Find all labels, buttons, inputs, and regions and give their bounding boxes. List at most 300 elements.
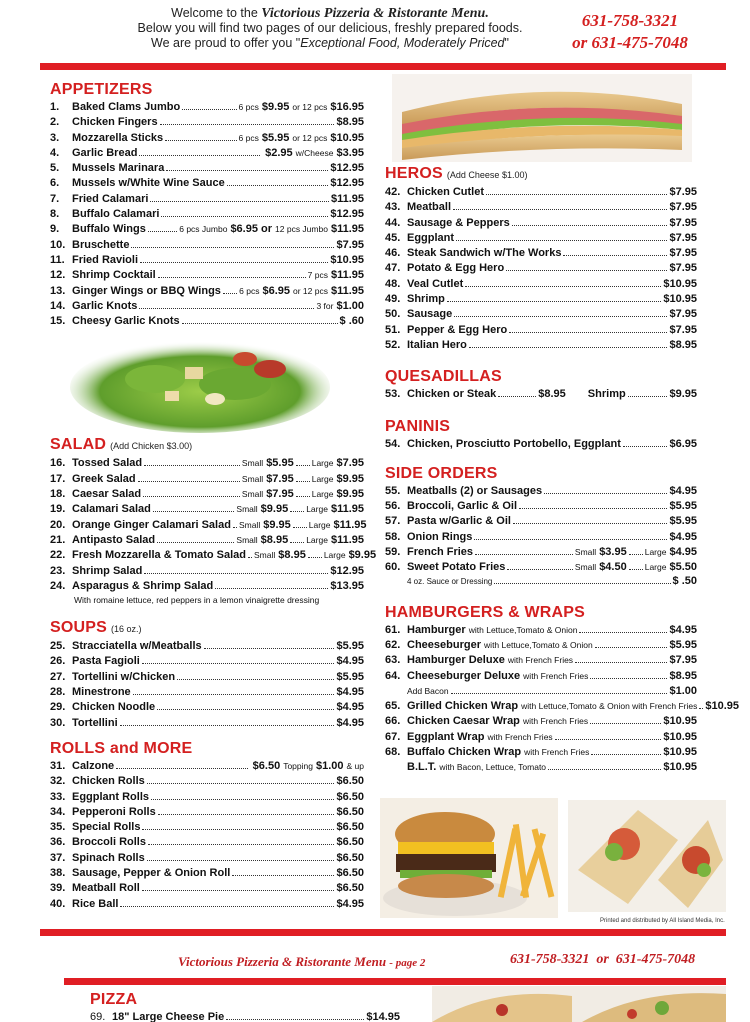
list-item <box>385 699 739 714</box>
burgers-list <box>385 623 739 776</box>
item-number: 51. <box>385 323 401 336</box>
large-label: Large <box>323 550 346 561</box>
phone-secondary: or 631-475-7048 <box>572 33 688 52</box>
list-item <box>385 277 697 292</box>
item-name: Greek Salad <box>72 472 136 485</box>
list-item <box>50 253 364 268</box>
list-item <box>385 185 697 200</box>
item-number: 40. <box>50 897 66 910</box>
small-label: Small <box>241 473 264 484</box>
welcome-line-2: Below you will find two pages of our delicious, freshly prepared foods. <box>137 21 523 35</box>
list-item <box>50 472 364 487</box>
small-label: Small <box>241 458 264 469</box>
bottom-divider <box>40 929 726 936</box>
small-price: $8.95 <box>278 549 306 562</box>
item-description: with Bacon, Lettuce, Tomato <box>439 762 547 773</box>
item-name: Tortellini <box>72 716 118 729</box>
portion-label: Topping <box>283 760 313 771</box>
item-number: 26. <box>50 655 66 668</box>
item-name <box>407 684 449 699</box>
list-item <box>50 654 364 669</box>
list-item <box>50 131 364 146</box>
item-name: Chicken Caesar Wrap with French Fries <box>407 715 589 728</box>
item-price: $11.95 <box>330 223 364 236</box>
item-number: 6. <box>50 177 60 190</box>
item-price: $5.95 <box>336 640 364 653</box>
item-name: Stracciatella w/Meatballs <box>72 640 202 653</box>
restaurant-name: Victorious Pizzeria & Ristorante Menu. <box>261 6 489 21</box>
small-price: $5.95 <box>266 457 294 470</box>
list-item <box>385 623 697 638</box>
list-item <box>50 161 364 176</box>
item-description: with Lettuce,Tomato & Onion with French Fries <box>521 701 698 712</box>
list-item <box>385 638 697 653</box>
large-price: $4.95 <box>669 546 697 559</box>
list-item <box>50 897 364 912</box>
item-number: 12. <box>50 269 66 282</box>
salad-list <box>50 456 377 594</box>
item-name: B.L.T. with Bacon, Lettuce, Tomato <box>407 761 547 774</box>
portion-label: or 12 pcs <box>292 102 328 112</box>
item-number: 62. <box>385 638 401 651</box>
salad-note: With romaine lettuce, red peppers in a lemon vinaigrette dressing <box>74 595 320 606</box>
list-item <box>50 299 364 314</box>
item-price: $10.95 <box>663 277 697 290</box>
item-name: Meatball Roll <box>72 882 140 895</box>
item-name: Tossed Salad <box>72 457 143 470</box>
list-item <box>385 745 697 760</box>
list-item <box>50 866 364 881</box>
item-name: Buffalo Chicken Wrap with French Fries <box>407 746 590 759</box>
item-price: $7.95 <box>669 654 697 667</box>
portion-label: 6 pcs Jumbo <box>179 224 228 235</box>
item-name: Pasta w/Garlic & Oil <box>407 515 511 528</box>
item-name: Chicken Noodle <box>72 701 156 714</box>
item-name: Shrimp Salad <box>72 564 143 577</box>
item-price: $12.95 <box>330 162 364 175</box>
item-price: $7.95 <box>669 231 697 244</box>
item-price: $5.95 <box>669 638 697 651</box>
small-label: Small <box>574 562 597 573</box>
item-number: 60. <box>385 561 401 574</box>
item-number: 45. <box>385 231 401 244</box>
item-price: $4.95 <box>669 623 697 636</box>
item-name: Bruschette <box>72 238 130 251</box>
item-number: 63. <box>385 654 401 667</box>
list-item <box>50 564 364 579</box>
price-option: $6.95 <box>262 284 290 297</box>
menu-header <box>0 0 750 62</box>
side-orders-heading: SIDE ORDERS <box>385 464 498 482</box>
item-price: $11.95 <box>330 284 364 297</box>
list-item <box>50 284 364 299</box>
item-name: Chicken Fingers <box>72 116 158 129</box>
small-price: $4.50 <box>599 561 627 574</box>
item-number: 18. <box>50 488 66 501</box>
list-item <box>385 216 697 231</box>
large-price: $9.95 <box>336 488 364 501</box>
item-price: $4.95 <box>336 897 364 910</box>
appetizers-heading: APPETIZERS <box>50 81 153 98</box>
small-price: $7.95 <box>266 488 294 501</box>
portion-label: or 12 pcs <box>292 285 328 296</box>
list-item <box>385 231 697 246</box>
salad-photo-area <box>50 329 364 435</box>
item-price: $11.95 <box>330 269 364 282</box>
large-price: $11.95 <box>330 503 364 516</box>
page2-divider <box>64 978 726 985</box>
list-item <box>385 200 697 215</box>
list-item <box>385 484 697 499</box>
pizza-photo <box>432 986 726 1022</box>
portion-label: 6 pcs <box>238 132 259 143</box>
list-item <box>50 222 364 237</box>
item-number: 21. <box>50 533 66 546</box>
large-label: Large <box>311 458 334 469</box>
small-label: Small <box>254 550 276 561</box>
item-number: 27. <box>50 670 66 683</box>
list-item <box>385 514 697 529</box>
item-price: $6.50 <box>336 866 364 879</box>
item-price: $1.00 <box>315 759 344 772</box>
item-price: $10.95 <box>330 253 364 266</box>
item-name: Ginger Wings or BBQ Wings <box>72 284 221 297</box>
item-number: 3. <box>50 131 60 144</box>
list-item <box>50 176 364 191</box>
large-price: $9.95 <box>348 549 377 562</box>
paninis-list <box>385 437 697 452</box>
item-description: with French Fries <box>487 731 553 742</box>
welcome-line-3: We are proud to offer you "Exceptional Food, Moderately Priced" <box>151 36 509 50</box>
item-number: 67. <box>385 730 401 743</box>
item-name: Special Rolls <box>72 821 141 834</box>
item-number: 56. <box>385 500 401 513</box>
burgers-heading: HAMBURGERS & WRAPS <box>385 603 586 621</box>
item-name: Sweet Potato Fries <box>407 561 506 574</box>
item-price: $11.95 <box>330 192 364 205</box>
item-number: 59. <box>385 546 401 559</box>
item-name: Buffalo Wings <box>72 223 146 236</box>
item-name: Hamburger with Lettuce,Tomato & Onion <box>407 623 578 636</box>
item-price: $7.95 <box>669 262 697 275</box>
item-price: $7.95 <box>669 201 697 214</box>
item-name: Broccoli, Garlic & Oil <box>407 500 518 513</box>
item-name: Shrimp <box>407 293 445 306</box>
item-name: Italian Hero <box>407 338 467 351</box>
soups-list <box>50 639 364 731</box>
item-price: $8.95 <box>669 338 697 351</box>
item-price: $4.95 <box>336 686 364 699</box>
large-label: Large <box>311 473 334 484</box>
item-name: Chicken Rolls <box>72 775 145 788</box>
item-name: Eggplant Wrap with French Fries <box>407 730 553 743</box>
item-number: 33. <box>50 790 66 803</box>
portion-label: 6 pcs <box>239 285 260 296</box>
item-number: 22. <box>50 549 66 562</box>
item-description: with Lettuce,Tomato & Onion <box>468 624 578 635</box>
item-price: $10.95 <box>705 700 739 713</box>
item-name: Cheesy Garlic Knots <box>72 315 180 328</box>
list-item <box>50 774 364 789</box>
item-number: 20. <box>50 518 66 531</box>
item-name: Shrimp Cocktail <box>72 269 156 282</box>
portion-label: or 12 pcs <box>292 132 328 143</box>
item-number: 2. <box>50 116 60 129</box>
item-price: $4.95 <box>669 530 697 543</box>
list-item <box>50 805 364 820</box>
item-description: with French Fries <box>523 670 589 681</box>
large-label: Large <box>644 562 667 573</box>
list-item <box>385 437 697 452</box>
list-item <box>385 530 697 545</box>
item-number: 19. <box>50 503 66 516</box>
item-name: Spinach Rolls <box>72 851 145 864</box>
appetizers-list <box>50 100 364 329</box>
item-name: Tortellini w/Chicken <box>72 670 176 683</box>
item-name: Pepper & Egg Hero <box>407 323 508 336</box>
portion-label: 6 pcs <box>238 102 259 112</box>
large-price: $11.95 <box>333 518 367 531</box>
header-phones <box>560 10 700 54</box>
sub-sandwich-photo <box>392 74 692 162</box>
item-name: Cheeseburger with Lettuce,Tomato & Onion <box>407 638 593 651</box>
item-number: 42. <box>385 186 401 198</box>
item-price: $8.95 <box>669 669 697 682</box>
item-price: $6.50 <box>336 805 364 818</box>
item-number: 13. <box>50 284 66 297</box>
burger-fries-photo <box>380 798 558 918</box>
item-description: with French Fries <box>522 716 589 727</box>
page2-title: Victorious Pizzeria & Ristorante Menu - page 2 <box>178 954 426 969</box>
item-price: $4.95 <box>669 484 697 497</box>
item-number: 35. <box>50 821 66 834</box>
item-price: $7.95 <box>669 186 697 198</box>
list-item <box>50 685 364 700</box>
top-divider <box>40 63 726 70</box>
right-column <box>385 164 739 776</box>
item-name: Broccoli Rolls <box>72 836 146 849</box>
item-price: $10.95 <box>663 746 697 759</box>
item-price: $16.95 <box>330 101 364 113</box>
list-item <box>50 670 364 685</box>
item-name: Mozzarella Sticks <box>72 131 164 144</box>
salad-subtitle: (Add Chicken $3.00) <box>110 441 193 452</box>
large-label: Large <box>308 519 331 530</box>
item-number: 46. <box>385 247 401 260</box>
item-price: $12.95 <box>330 564 364 577</box>
item-name: Calamari Salad <box>72 503 151 516</box>
item-name: Sausage <box>407 308 453 321</box>
item-description: with Lettuce,Tomato & Onion <box>484 639 593 650</box>
item-number: 49. <box>385 293 401 306</box>
list-item <box>50 314 364 329</box>
item-name: French Fries <box>407 546 474 559</box>
item-price: $4.95 <box>336 716 364 729</box>
item-number: 28. <box>50 686 66 699</box>
rolls-list <box>50 759 364 912</box>
item-description: Add Bacon <box>407 685 449 696</box>
print-credit: Printed and distributed by All Island Media, Inc. <box>600 918 725 924</box>
list-item <box>50 146 364 161</box>
item-price: $7.95 <box>336 238 364 251</box>
item-name: Grilled Chicken Wrap with Lettuce,Tomato & Onion with French Fries <box>407 700 698 713</box>
item-name: Onion Rings <box>407 530 473 543</box>
list-item <box>50 835 364 850</box>
item-name: Mussels Marinara <box>72 162 165 175</box>
item-number: 5. <box>50 162 60 175</box>
side-orders-list <box>385 484 697 576</box>
list-item <box>385 323 697 338</box>
large-label: Large <box>311 489 334 500</box>
item-price: $10.95 <box>330 131 364 144</box>
item-name: Sausage & Peppers <box>407 216 510 229</box>
small-price: $3.95 <box>599 546 627 559</box>
price-option: $5.95 <box>261 131 290 144</box>
item-number: 39. <box>50 882 66 895</box>
list-item <box>385 261 697 276</box>
salad-photo <box>65 329 335 433</box>
page2-phones: 631-758-3321 or 631-475-7048 <box>510 952 696 967</box>
large-label: Large <box>306 504 328 515</box>
item-number: 16. <box>50 457 66 470</box>
item-price: $6.50 <box>336 821 364 834</box>
list-item <box>50 456 364 471</box>
large-label: Large <box>644 547 667 558</box>
item-price: $7.95 <box>669 216 697 229</box>
portion-label: 7 pcs <box>307 270 328 281</box>
item-price: $4.95 <box>336 655 364 668</box>
welcome-text <box>110 6 550 51</box>
list-item <box>385 684 697 699</box>
item-price: $7.95 <box>669 247 697 260</box>
item-name: Baked Clams Jumbo <box>72 101 181 113</box>
item-name: Calzone <box>72 759 115 772</box>
item-number: 30. <box>50 716 66 729</box>
price-option: $9.95 <box>261 101 290 113</box>
item-name: Fried Calamari <box>72 192 149 205</box>
item-name: Mussels w/White Wine Sauce <box>72 177 225 190</box>
item-number: 4. <box>50 146 60 159</box>
item-name: Rice Ball <box>72 897 119 910</box>
large-label: Large <box>306 534 328 545</box>
item-name: Meatballs (2) or Sausages <box>407 484 543 497</box>
list-item <box>50 639 364 654</box>
item-number: 31. <box>50 759 66 772</box>
item-number: 10. <box>50 238 66 251</box>
item-number: 57. <box>385 515 401 528</box>
item-description: with French Fries <box>524 747 590 758</box>
item-number: 24. <box>50 579 66 592</box>
list-item: 53. Chicken or Steak $8.95 Shrimp $9.95 <box>385 388 697 401</box>
list-item <box>50 238 364 253</box>
item-number: 43. <box>385 201 401 214</box>
item-number: 61. <box>385 623 401 636</box>
list-item <box>50 115 364 130</box>
pizza-heading: PIZZA <box>90 991 138 1008</box>
item-name: Veal Cutlet <box>407 277 464 290</box>
item-number: 15. <box>50 315 66 328</box>
item-number: 14. <box>50 299 66 312</box>
soups-subtitle: (16 oz.) <box>111 624 142 635</box>
small-label: Small <box>241 489 264 500</box>
list-item <box>385 292 697 307</box>
list-item <box>385 338 697 353</box>
item-name: Garlic Bread <box>72 146 138 159</box>
large-price: $9.95 <box>336 472 364 485</box>
item-name: Steak Sandwich w/The Works <box>407 247 562 260</box>
item-price: $3.95 <box>336 146 364 159</box>
item-price: $10.95 <box>663 730 697 743</box>
item-name: Sausage, Pepper & Onion Roll <box>72 866 231 879</box>
small-price: $9.95 <box>260 503 289 516</box>
phone-primary: 631-758-3321 <box>581 11 679 30</box>
item-number: 9. <box>50 223 60 236</box>
item-name: Caesar Salad <box>72 488 142 501</box>
large-price: $7.95 <box>336 457 364 470</box>
heros-subtitle: (Add Cheese $1.00) <box>446 170 528 180</box>
item-number: 52. <box>385 338 401 351</box>
item-price: $4.95 <box>336 701 364 714</box>
list-item <box>385 560 697 575</box>
list-item: 69. 18" Large Cheese Pie $14.95 <box>90 1011 400 1022</box>
price-option: $6.95 or <box>230 223 273 236</box>
sauce-item: 4 oz. Sauce or Dressing $ .50 <box>407 574 697 587</box>
portion-label: 3 for <box>316 300 334 311</box>
item-price: $6.50 <box>336 775 364 788</box>
list-item <box>385 545 697 560</box>
list-item <box>50 700 364 715</box>
item-number: 34. <box>50 805 66 818</box>
item-price: $12.95 <box>330 177 364 190</box>
item-number: 8. <box>50 208 60 221</box>
item-name: Antipasto Salad <box>72 533 156 546</box>
list-item <box>50 533 364 548</box>
list-item <box>50 790 364 805</box>
item-price: $ .60 <box>339 315 364 328</box>
list-item <box>50 207 364 222</box>
list-item <box>50 502 364 517</box>
list-item <box>50 881 364 896</box>
item-number: 36. <box>50 836 66 849</box>
rolls-heading: ROLLS and MORE <box>50 739 193 757</box>
item-name: Pepperoni Rolls <box>72 805 156 818</box>
item-name: Fried Ravioli <box>72 253 139 266</box>
list-item <box>50 759 364 774</box>
item-price: $5.95 <box>669 515 697 528</box>
item-number: 54. <box>385 437 401 450</box>
item-name: Fresh Mozzarella & Tomato Salad <box>72 549 247 562</box>
item-number: 29. <box>50 701 66 714</box>
list-item <box>385 307 697 322</box>
welcome-prefix: Welcome to the <box>171 6 258 20</box>
list-item <box>50 268 364 283</box>
item-name: Meatball <box>407 201 452 214</box>
small-label: Small <box>236 534 258 545</box>
large-price: $5.50 <box>669 561 697 574</box>
item-number: 48. <box>385 277 401 290</box>
small-price: $8.95 <box>260 533 289 546</box>
list-item <box>50 100 364 115</box>
item-number: 68. <box>385 746 401 759</box>
item-name: Chicken, Prosciutto Portobello, Eggplant <box>407 437 621 450</box>
item-description: with French Fries <box>507 655 574 666</box>
list-item <box>385 730 697 745</box>
heros-heading: HEROS (Add Cheese $1.00) <box>385 165 528 182</box>
item-price: $6.50 <box>336 790 364 803</box>
item-price: $12.95 <box>330 208 364 221</box>
page2-header <box>0 948 750 976</box>
list-item <box>50 820 364 835</box>
